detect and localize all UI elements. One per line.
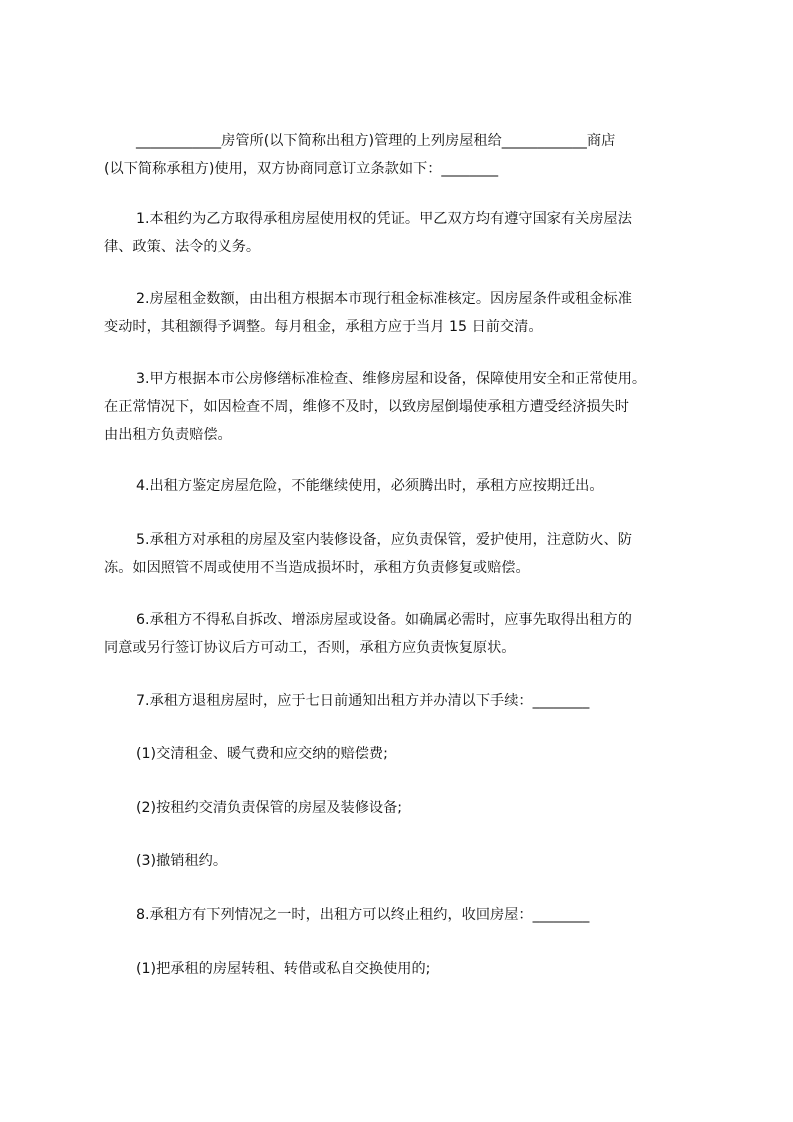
clause-line: 8.承租方有下列情况之一时，出租方可以终止租约，收回房屋：________ (136, 907, 590, 923)
clause-8-item-1 (104, 955, 704, 983)
clause-5 (104, 526, 704, 582)
clause-4 (104, 472, 704, 500)
clause-7 (104, 687, 704, 715)
clause-line: 由出租方负责赔偿。 (104, 427, 232, 443)
intro-line-1: ____________房管所(以下简称出租方)管理的上列房屋租给____________商店 (136, 133, 616, 149)
clause-line: 同意或另行签订协议后方可动工，否则，承租方应负责恢复原状。 (104, 640, 516, 656)
clause-line: (1)交清租金、暖气费和应交纳的赔偿费; (136, 746, 388, 762)
clause-line: 4.出租方鉴定房屋危险，不能继续使用，必须腾出时，承租方应按期迁出。 (136, 478, 604, 494)
clause-line: 律、政策、法令的义务。 (104, 239, 261, 255)
clause-line: (2)按租约交清负责保管的房屋及装修设备; (136, 800, 403, 816)
clause-1 (104, 205, 704, 261)
intro-paragraph (104, 127, 704, 183)
clause-line: 6.承租方不得私自拆改、增添房屋或设备。如确属必需时，应事先取得出租方的 (136, 612, 632, 628)
clause-line: 7.承租方退租房屋时，应于七日前通知出租方并办清以下手续：________ (136, 693, 590, 709)
clause-line: 1.本租约为乙方取得承租房屋使用权的凭证。甲乙双方均有遵守国家有关房屋法 (136, 211, 632, 227)
clause-line: 3.甲方根据本市公房修缮标准检查、维修房屋和设备，保障使用安全和正常使用。 (136, 371, 647, 387)
clause-3 (104, 365, 704, 449)
clause-2 (104, 285, 704, 341)
clause-line: 冻。如因照管不周或使用不当造成损坏时，承租方负责修复或赔偿。 (104, 560, 530, 576)
clause-7-item-3 (104, 847, 704, 875)
clause-line: 2.房屋租金数额，由出租方根据本市现行租金标准核定。因房屋条件或租金标准 (136, 291, 632, 307)
intro-line-2: (以下简称承租方)使用，双方协商同意订立条款如下：________ (104, 161, 499, 177)
clause-6 (104, 606, 704, 662)
clause-7-item-1 (104, 740, 704, 768)
clause-line: 在正常情况下，如因检查不周，维修不及时，以致房屋倒塌使承租方遭受经济损失时 (104, 399, 629, 415)
clause-line: 5.承租方对承租的房屋及室内装修设备，应负责保管，爱护使用，注意防火、防 (136, 532, 632, 548)
clause-8 (104, 901, 704, 929)
clause-line: 变动时，其租额得予调整。每月租金，承租方应于当月 15 日前交清。 (104, 319, 543, 335)
clause-line: (1)把承租的房屋转租、转借或私自交换使用的; (136, 961, 431, 977)
clause-line: (3)撤销租约。 (136, 853, 228, 869)
clause-7-item-2 (104, 794, 704, 822)
